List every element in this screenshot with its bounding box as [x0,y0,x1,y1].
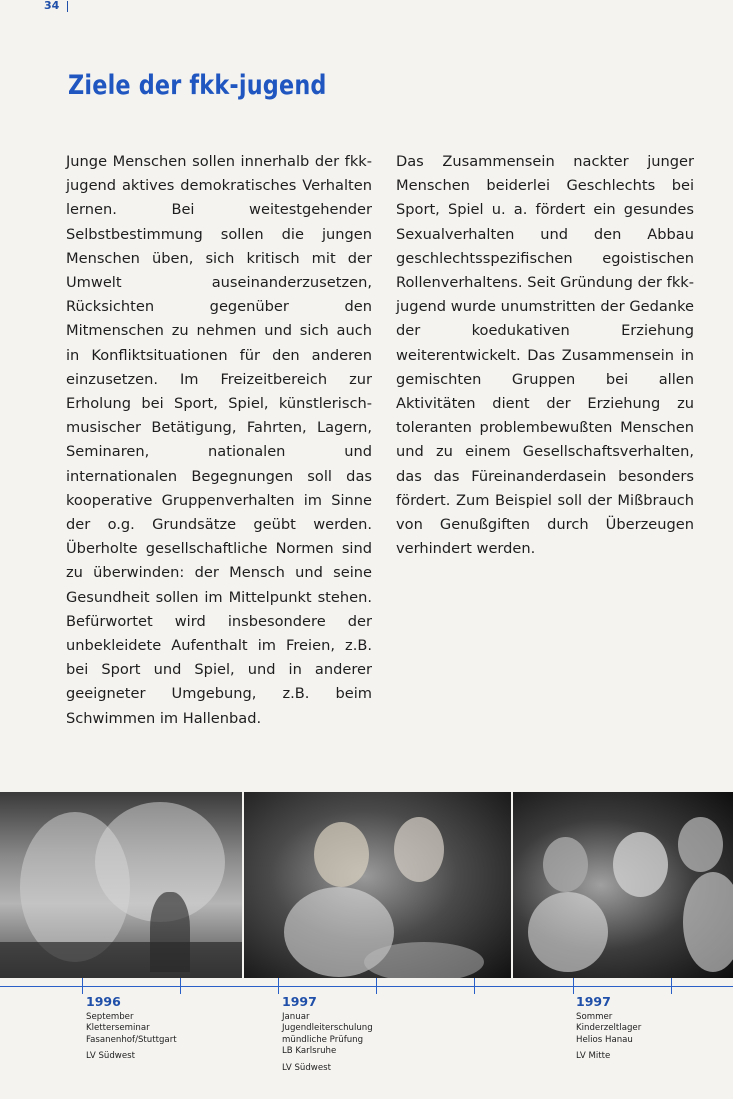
entry-event: Kinderzeltlager [576,1023,642,1033]
timeline-entry [86,996,177,1063]
timeline-tick [474,978,475,994]
body-text-left: Junge Menschen sollen innerhalb der fkk-jugend aktives demokratisches Verhalten lernen. Bei weitestgehender Selbstbestimmung sollen die jungen Menschen üben, sich kritisch mit der Umwelt auseinanderzusetzen, Rücksichten gegenüber den Mitmenschen zu nehmen und sich auch in Konfliktsituationen für den anderen einzusetzen. Im Freizeitbereich zur Erholung bei Sport, Spiel, künstlerisch-musischer Betätigung, Fahrten, Lagern, Seminaren, nationalen und internationalen Begegnungen soll das kooperative Gruppenverhalten im Sinne der o.g. Grundsätze geübt werden. Überholte gesellschaftliche Normen sind zu überwinden: der Mensch und seine Gesundheit sollen im Mittelpunkt stehen. Befürwortet wird insbesondere der unbekleidete Aufenthalt im Freien, z.B. bei Sport und Spiel, und in anderer geeigneter Umgebung, z.B. beim Schwimmen im Hallenbad. [66,153,372,727]
timeline-tick [82,978,83,994]
timeline-line [0,986,733,987]
timeline-tick [180,978,181,994]
body-text-right: Das Zusammensein nackter junger Menschen beiderlei Geschlechts bei Sport, Spiel u. a. fördert ein gesundes Sexualverhalten und den Abbau geschlechtsspezifischen egoistischen Rollenverhaltens. Seit Gründung der fkk-jugend wurde unumstritten der Gedanke der koedukativen Erziehung weiterentwickelt. Das Zusammensein in gemischten Gruppen bei allen Aktivitäten dient der Erziehung zu toleranten problembewußten Menschen und zu einem Gesellschaftsverhalten, das das Füreinanderdasein besonders fördert. Zum Beispiel soll der Mißbrauch von Genußgiften durch Überzeugen verhindert werden. [396,153,694,558]
entry-season: Sommer [576,1011,613,1022]
page-title: Ziele der fkk-jugend [68,70,327,101]
entry-year: 1996 [86,994,121,1009]
timeline-entry [282,996,373,1074]
entry-extra: LB Karlsruhe [282,1046,337,1056]
entry-event: Jugendleiterschulung [282,1023,373,1033]
entry-place: Helios Hanau [576,1034,633,1045]
entry-event: Kletterseminar [86,1023,150,1033]
entry-season: Januar [282,1011,310,1022]
entry-season: September [86,1011,134,1022]
entry-region: LV Südwest [282,1062,331,1073]
timeline-tick [573,978,574,994]
entry-place: mündliche Prüfung [282,1034,364,1045]
workshop-group-photo [244,792,510,978]
page-number: 34 [44,0,60,12]
timeline-entry [576,996,641,1063]
climbing-hall-photo [0,792,242,978]
entry-place: Fasanenhof/Stuttgart [86,1034,177,1045]
timeline-tick [376,978,377,994]
entry-year: 1997 [576,994,611,1009]
page-number-divider [67,1,68,12]
entry-year: 1997 [282,994,317,1009]
children-camp-photo [513,792,733,978]
entry-region: LV Mitte [576,1051,611,1061]
entry-region: LV Südwest [86,1051,135,1061]
timeline-tick [278,978,279,994]
timeline-tick [671,978,672,994]
photo-strip [0,792,733,978]
